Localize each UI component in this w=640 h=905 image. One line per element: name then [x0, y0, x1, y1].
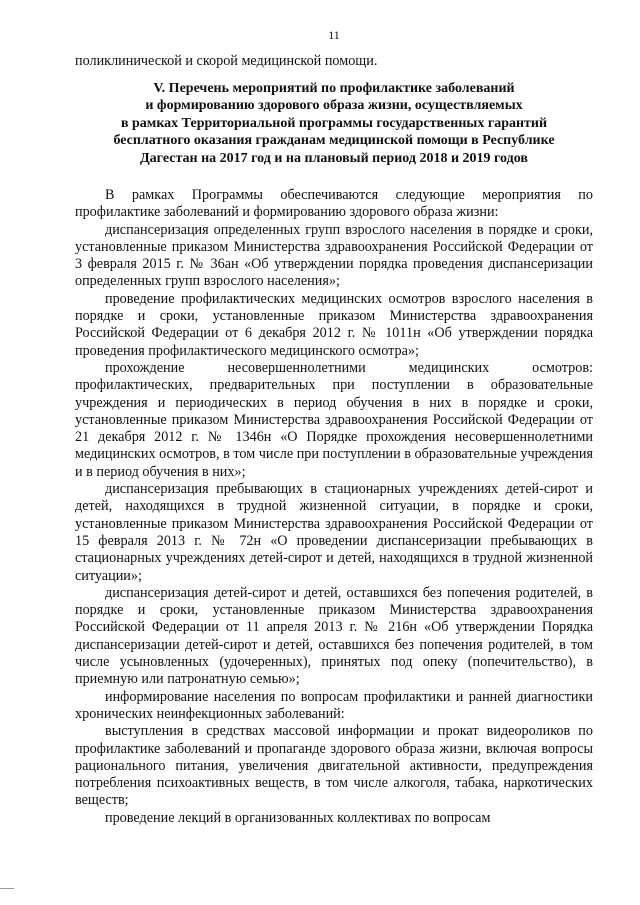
section-heading-line: в рамках Территориальной программы государственных гарантий [120, 115, 548, 131]
section-heading-line: Дагестан на 2017 год и на плановый период 2018 и 2019 годов [140, 150, 528, 166]
paragraph-adult-dispensary: диспансеризация определенных групп взрослого населения в порядке и сроки, установленные приказом Министерства здравоохранения Российской Федерации от 3 февраля 2015 г. № 36ан «Об утверждении порядка проведения диспансеризации определенных групп взрослого населения»; [75, 221, 593, 290]
carry-over-text: поликлинической и скорой медицинской помощи. [75, 53, 378, 69]
paragraph-adult-checkups: проведение профилактических медицинских осмотров взрослого населения в порядке и сроки, установленные приказом Министерства здравоохранения Российской Федерации от 6 декабря 2012 г. № 1011н «Об утверждении порядка проведения профилактического медицинского осмотра»; [75, 290, 593, 359]
paragraph-lectures: проведение лекций в организованных коллективах по вопросам [105, 809, 491, 826]
page-number: 11 [328, 28, 340, 42]
section-heading-line: и формированию здорового образа жизни, осуществляемых [145, 98, 523, 114]
paragraph-orphans-institutions: диспансеризация пребывающих в стационарных учреждениях детей-сирот и детей, находящихся в трудной жизненной ситуации, в порядке и сроки, установленные приказом Министерства здравоохранения Российской Федерации от 15 февраля 2013 г. № 72н «О проведении диспансеризации пребывающих в стационарных учреждениях детей-сирот и детей, находящихся в трудной жизненной ситуации»; [75, 481, 593, 584]
scan-edge-mark [0, 888, 14, 889]
paragraph-media: выступления в средствах массовой информации и прокат видеороликов по профилактике заболеваний и пропаганде здорового образа жизни, включая вопросы рационального питания, увеличения двигательной активности, предупреждения потребления психоактивных веществ, в том числе алкоголя, табака, наркотических веществ; [75, 723, 593, 809]
section-heading-line: V. Перечень мероприятий по профилактике заболеваний [153, 81, 515, 96]
paragraph-intro: В рамках Программы обеспечиваются следующие мероприятия по профилактике заболеваний и формированию здорового образа жизни: [75, 187, 593, 221]
body-text [75, 187, 593, 827]
paragraph-public-information: информирование населения по вопросам профилактики и ранней диагностики хронических неинфекционных заболеваний: [75, 688, 593, 722]
paragraph-orphans-without-care: диспансеризация детей-сирот и детей, оставшихся без попечения родителей, в порядке и сроки, установленные приказом Министерства здравоохранения Российской Федерации от 11 апреля 2013 г. № 216н «Об утверждении Порядка диспансеризации детей-сирот и детей, оставшихся без попечения родителей, в том числе усыновленных (удочеренных), принятых под опеку (попечительство), в приемную или патронатную семью»; [75, 584, 593, 688]
section-heading-line: бесплатного оказания гражданам медицинской помощи в Республике [113, 133, 555, 149]
section-heading [75, 80, 593, 167]
paragraph-minors-checkups: прохождение несовершеннолетними медицинских осмотров: профилактических, предварительных при поступлении в образовательные учреждения и периодических в период обучения в них в порядке и сроки, установленные приказом Министерства здравоохранения Российской Федерации от 21 декабря 2012 г. № 1346н «О Порядке прохождения несовершеннолетними медицинских осмотров, в том числе при поступлении в образовательные учреждения и в период обучения в них»; [75, 359, 593, 480]
